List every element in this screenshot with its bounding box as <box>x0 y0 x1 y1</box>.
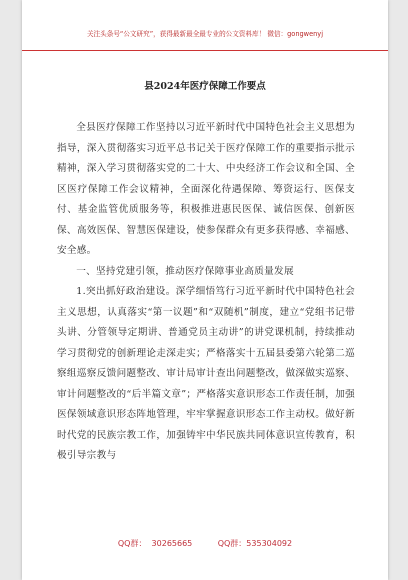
section-heading: 一、坚持党建引领，推动医疗保障事业高质量发展 <box>76 265 294 277</box>
item-paragraph: 1.突出抓好政治建设。深学细悟笃行习近平新时代中国特色社会主义思想，认真落实“第一议题”和“双随机”制度，建立“党组书记带头讲、分管领导定期讲、普通党员主动讲”的讲党课机制，持续推动学习贯彻党的创新理论走深走实；严格落实十五届县委第六轮第二巡察组巡察反馈问题整改、审计局审计查出问题整改，做深做实巡察、审计问题整改的“后半篇文章”；严格落实意识形态工作责任制，加强医保领域意识形态阵地管理，牢牢掌握意识形态工作主动权。做好新时代党的民族宗教工作，加强铸牢中华民族共同体意识宣传教育，积极引导宗教与 <box>57 286 355 461</box>
intro-paragraph: 全县医疗保障工作坚持以习近平新时代中国特色社会主义思想为指导，深入贯彻落实习近平总书记关于医疗保障工作的重要指示批示精神，深入学习贯彻落实党的二十大、中央经济工作会议和全国、全区医疗保障工作会议精神，全面深化待遇保障、筹资运行、医保支付、基金监管优质服务等，积极推进惠民医保、诚信医保、创新医保、高效医保、智慧医保建设，使参保群众有更多获得感、幸福感、安全感。 <box>57 122 355 256</box>
document-page <box>22 0 388 580</box>
document-body <box>57 118 355 467</box>
header-divider <box>22 50 388 51</box>
document-title: 县2024年医疗保障工作要点 <box>144 81 266 92</box>
header-note: 关注头条号“公文研究”，获得最新最全最专业的公文资料库！ 微信：gongwenyj <box>86 30 324 38</box>
footer-qq-groups: QQ群： 30265665 QQ群：535304092 <box>117 539 293 548</box>
